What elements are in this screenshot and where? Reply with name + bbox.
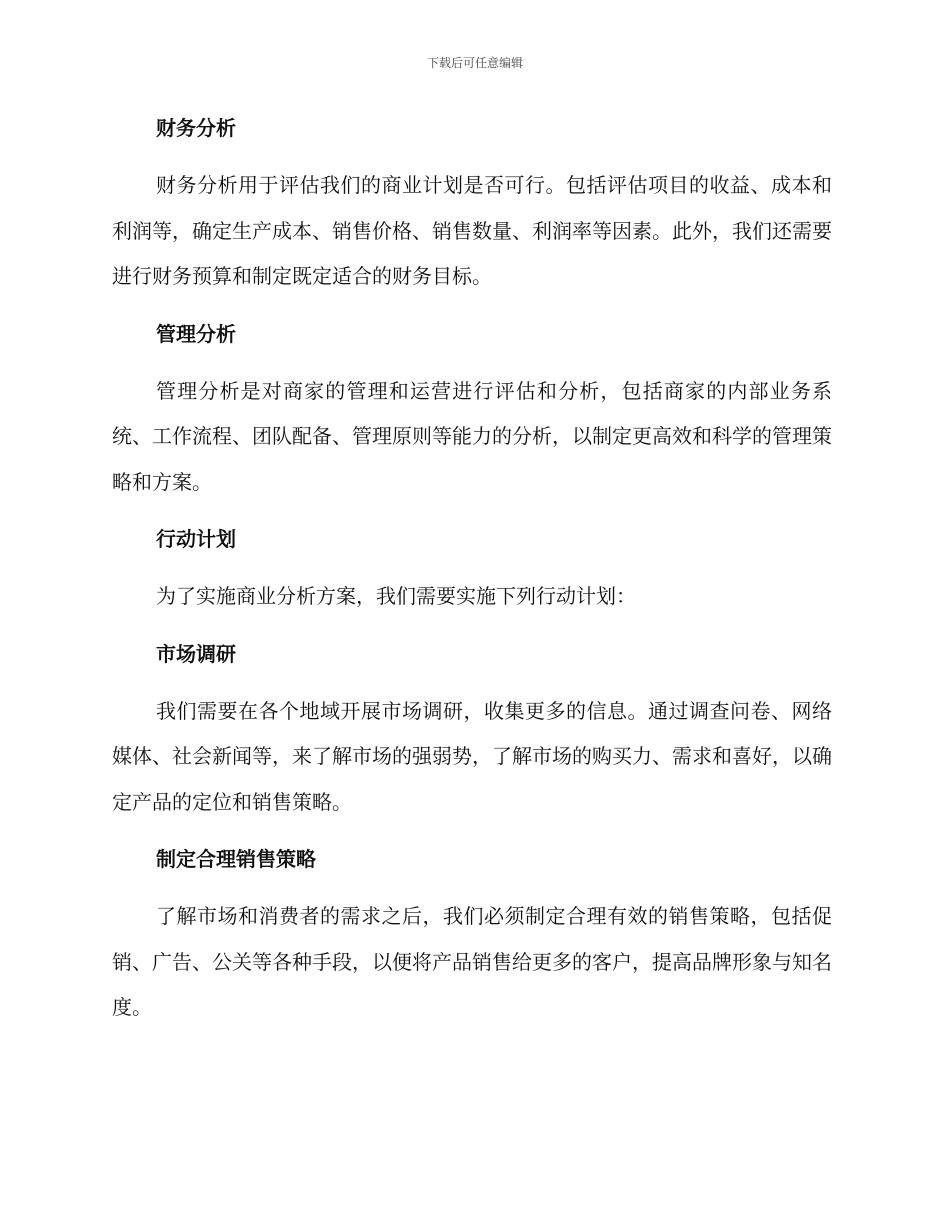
section-financial-analysis: [112, 106, 832, 300]
section-market-research: [112, 632, 832, 826]
section-paragraph: 我们需要在各个地域开展市场调研，收集更多的信息。通过调查问卷、网络媒体、社会新闻等，来了解市场的强弱势，了解市场的购买力、需求和喜好，以确定产品的定位和销售策略。: [112, 698, 832, 814]
document-body: [112, 106, 832, 1043]
section-paragraph: 管理分析是对商家的管理和运营进行评估和分析，包括商家的内部业务系统、工作流程、团队配备、管理原则等能力的分析，以制定更高效和科学的管理策略和方案。: [112, 378, 832, 494]
section-heading: 财务分析: [156, 116, 236, 140]
section-heading: 管理分析: [156, 321, 236, 346]
section-management-analysis: [112, 312, 832, 506]
section-heading: 市场调研: [156, 641, 236, 666]
section-heading: 行动计划: [156, 527, 236, 551]
section-action-plan: [112, 517, 832, 620]
section-paragraph: 了解市场和消费者的需求之后，我们必须制定合理有效的销售策略，包括促销、广告、公关等各种手段，以便将产品销售给更多的客户，提高品牌形象与知名度。: [112, 904, 832, 1019]
section-paragraph: 财务分析用于评估我们的商业计划是否可行。包括评估项目的收益、成本和利润等，确定生产成本、销售价格、销售数量、利润率等因素。此外，我们还需要进行财务预算和制定既定适合的财务目标。: [112, 173, 832, 288]
page-header: 下载后可任意编辑: [426, 56, 523, 70]
section-paragraph: 为了实施商业分析方案，我们需要实施下列行动计划：: [156, 584, 636, 608]
section-heading: 制定合理销售策略: [156, 847, 316, 871]
section-sales-strategy: [112, 837, 832, 1031]
